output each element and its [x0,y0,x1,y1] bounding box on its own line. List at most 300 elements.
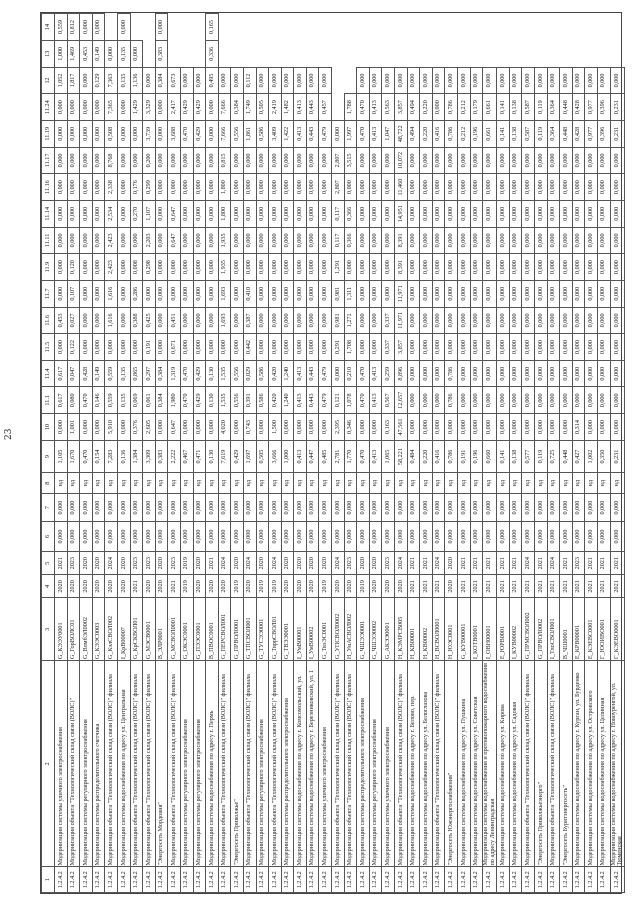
table-cell: 0,000 [509,200,522,227]
table-cell: 0,000 [155,14,168,41]
table-cell: 0,000 [522,360,535,387]
table-cell: 2021 [534,552,547,575]
table-cell: 0,470 [357,120,370,147]
table-row [168,14,181,893]
document-table-frame [40,12,622,894]
table-cell: 0,559 [55,14,68,41]
table-cell: 1,384 [130,440,143,472]
table-cell: 0,000 [483,174,497,201]
table-cell: 0,000 [522,280,535,307]
table-cell: 1.2.4.2 [168,867,181,893]
table-cell: 0,479 [319,387,332,414]
table-cell: 7,365 [105,94,118,121]
table-cell: 0,815 [218,147,231,174]
table-cell: 0,000 [420,414,433,441]
table-cell: 0,453 [55,307,68,334]
table-row [560,14,573,893]
table-cell: 7,283 [105,440,118,472]
table-cell: 0,000 [117,307,130,334]
table-cell: 0,000 [319,414,332,441]
table-cell: 2020 [155,552,168,575]
table-cell: 1.2.4.2 [572,867,585,893]
table-cell: 0,000 [55,94,68,121]
project-name-cell: Модернизация системы распределительного счетчика [92,661,105,867]
table-cell: 0,000 [256,307,269,334]
table-cell: 0,000 [585,254,598,281]
column-header: 12 [42,67,55,94]
table-cell: 0,149 [92,40,105,67]
table-cell: нд [522,473,535,494]
table-cell: 0,000 [458,254,471,281]
table-cell: нд [206,473,219,494]
table-cell: 0,000 [130,227,143,254]
table-cell: 0,000 [445,254,458,281]
table-cell: 0,000 [610,254,624,281]
table-cell: нд [432,473,445,494]
table-cell: 0,457 [319,94,332,121]
table-cell: 0,000 [67,120,80,147]
table-cell: 0,384 [155,67,168,94]
table-cell: 1,997 [344,120,357,147]
table-cell: 0,396 [597,120,610,147]
table-cell: 1,697 [243,440,256,472]
table-cell: 3,666 [269,440,282,472]
table-cell: 0,000 [306,307,319,334]
table-cell: 3,739 [143,120,156,147]
table-cell: 0,000 [344,494,357,522]
table-cell: 0,000 [470,414,483,441]
table-row [420,14,433,893]
project-name-cell: Модернизация объекта "Технологический склад связи (ВОЛС)" филиала [395,661,408,867]
column-header: 11.1 [42,387,55,414]
table-cell: 0,000 [281,307,294,334]
table-cell: 2021 [572,575,585,598]
table-cell: 0,000 [231,334,244,361]
table-cell: 1,708 [344,334,357,361]
table-cell: 2020 [395,575,408,598]
table-cell: 1,240 [281,387,294,414]
table-cell: 0,000 [319,227,332,254]
table-row [483,14,497,893]
table-cell: 0,000 [522,67,535,94]
project-name-cell: Модернизация объекта "Технологический склад связи (ВОЛС)" филиала [105,661,118,867]
table-row [117,14,130,893]
project-code-cell: G_ТУСЭЭ0001 [256,598,269,661]
table-cell: 0,000 [597,254,610,281]
table-cell: 0,000 [231,521,244,551]
project-name-cell: "Энергосеть Южэнергоснабжения" [445,661,458,867]
table-cell: 1,693 [218,307,231,334]
table-cell: 0,000 [180,494,193,522]
table-cell: 0,000 [420,280,433,307]
table-cell: нд [458,473,471,494]
table-cell: 0,000 [534,334,547,361]
project-name-cell: Модернизация системы водоснабжения по адресу ул. Советская [470,661,483,867]
table-cell: 1.2.4.2 [382,867,395,893]
table-cell: 0,000 [610,494,624,522]
table-cell: 2021 [407,552,420,575]
table-cell: 0,000 [610,521,624,551]
table-cell: 0,000 [522,387,535,414]
project-code-cell: Г_ЮОИВО001 [597,598,610,661]
table-cell: 0,000 [193,67,206,94]
table-cell: 0,000 [155,254,168,281]
table-cell: 0,981 [332,280,345,307]
column-header: 2 [42,661,55,867]
table-cell: 0,000 [357,67,370,94]
table-row [522,14,535,893]
project-name-cell: Модернизация системы уличного электроснабжения [382,661,395,867]
table-cell: 0,587 [522,94,535,121]
table-cell: 0,138 [509,94,522,121]
table-cell: 0,000 [231,174,244,201]
table-cell: 0,000 [243,147,256,174]
table-cell: 1.2.4.2 [610,867,624,893]
table-cell: 2020 [445,552,458,575]
project-name-cell: Модернизация объекта "Технологический склад связи (ВОЛС)" филиала [130,661,143,867]
table-cell: нд [130,473,143,494]
table-cell: 1.2.4.2 [509,867,522,893]
project-name-cell: Модернизация объекта "Технологический склад связи (ВОЛС)" филиала [344,661,357,867]
table-cell: 2,781 [332,440,345,472]
table-cell: 0,000 [560,227,573,254]
table-cell: 0,000 [610,307,624,334]
table-cell: 0,000 [143,521,156,551]
table-cell: 0,413 [294,120,307,147]
table-cell: 1,817 [67,67,80,94]
table-cell: 0,000 [534,200,547,227]
table-cell: 1,935 [218,254,231,281]
table-row [534,14,547,893]
table-cell: 0,000 [357,147,370,174]
table-cell: 11,971 [395,307,408,334]
table-cell: 2020 [306,552,319,575]
table-cell: 0,000 [155,200,168,227]
table-cell: 0,000 [55,227,68,254]
table-cell: 0,786 [445,94,458,121]
table-cell: 0,000 [319,307,332,334]
table-cell: 0,000 [420,227,433,254]
table-cell: 0,495 [206,67,219,94]
table-cell: 0,000 [509,254,522,281]
table-cell: 0,000 [445,280,458,307]
table-cell: 0,000 [458,494,471,522]
table-cell: 0,000 [319,147,332,174]
table-cell: 11,971 [395,280,408,307]
table-cell: 0,210 [344,360,357,387]
table-cell: 0,000 [243,200,256,227]
table-cell: 10,072 [395,147,408,174]
project-name-cell: Модернизация системы регулярного электроснабжения [180,661,193,867]
table-cell: 0,000 [193,521,206,551]
table-cell: 1.2.4.2 [534,867,547,893]
project-name-cell: Модернизация объекта "Технологический склад связи (ВОЛС)" филиала [522,661,535,867]
table-cell: 0,000 [597,414,610,441]
table-row [193,14,206,893]
project-code-cell: I_УмВ00001 [294,598,307,661]
table-cell: 0,000 [560,360,573,387]
table-cell: 0,000 [281,280,294,307]
table-cell: 0,364 [547,94,560,121]
table-cell: 2019 [180,575,193,598]
table-cell: 2021 [458,575,471,598]
table-cell: 0,000 [432,94,445,121]
table-cell: 0,000 [522,494,535,522]
table-cell: 0,000 [369,147,382,174]
project-name-cell: "Энергосеть Приволжье" [231,661,244,867]
table-cell: нд [80,473,93,494]
project-code-cell: G_КУВ00001 [458,598,471,661]
table-cell: 0,000 [80,521,93,551]
table-cell: 1.2.4.2 [256,867,269,893]
table-cell: 0,000 [445,67,458,94]
table-cell: 1,105 [55,440,68,472]
table-cell: 0,000 [193,334,206,361]
table-cell: 0,000 [420,254,433,281]
project-name-cell: "Энергосеть Мордовия" [155,661,168,867]
table-cell: 0,000 [420,521,433,551]
table-cell: 2024 [547,552,560,575]
column-header: 10 [42,414,55,441]
table-cell: 0,135 [117,40,130,67]
project-name-cell: Модернизация системы водоснабжения по адресу г. Березниковский, ул. 1 [306,661,319,867]
table-cell: 0,000 [55,174,68,201]
project-code-cell: Н_КВ00002 [420,598,433,661]
table-cell: 0,743 [243,414,256,441]
table-cell: 1.2.4.2 [319,867,332,893]
table-cell: 0,061 [143,387,156,414]
table-cell: 0,428 [572,94,585,121]
table-cell: 2021 [560,575,573,598]
table-cell: 0,470 [357,387,370,414]
table-cell: 8,896 [395,360,408,387]
table-cell: 2023 [168,552,181,575]
table-cell: 1,291 [332,254,345,281]
table-cell: 2020 [369,552,382,575]
table-cell: 0,135 [117,67,130,94]
table-cell: 0,000 [168,254,181,281]
table-cell: 0,000 [306,174,319,201]
table-cell: 7,666 [218,94,231,121]
table-cell: 0,000 [306,414,319,441]
table-cell: 0,000 [319,521,332,551]
project-code-cell: В_ЭЛР0001 [155,598,168,661]
table-cell: 2019 [256,575,269,598]
table-cell: 0,000 [610,280,624,307]
table-cell: 0,000 [369,414,382,441]
column-header: 5 [42,552,55,575]
table-cell: 0,000 [117,254,130,281]
project-code-cell: I_КОТВ0001 [470,598,483,661]
project-name-cell: Модернизация системы водоснабжения по адресу ул. Центральная [117,661,130,867]
table-cell: нд [357,473,370,494]
project-code-cell: G_КЭЭС0003 [92,598,105,661]
table-cell: 2021 [470,552,483,575]
table-cell: 2021 [420,575,433,598]
table-cell: 2020 [193,552,206,575]
column-header: 11.14 [42,200,55,227]
table-cell: 0,000 [256,521,269,551]
table-cell: 0,000 [80,494,93,522]
table-cell: 0,000 [269,334,282,361]
table-cell: 0,364 [547,120,560,147]
project-code-cell: Е_ЮРВ0001 [497,598,510,661]
table-cell: 2020 [117,575,130,598]
table-cell: 0,000 [497,254,510,281]
table-cell: 0,000 [483,147,497,174]
table-cell: 0,000 [206,334,219,361]
column-header: 11.6 [42,307,55,334]
table-cell: 0,000 [497,280,510,307]
table-cell: 2021 [168,575,181,598]
table-cell: 0,000 [585,200,598,227]
table-cell: 0,000 [206,494,219,522]
table-cell: 0,586 [256,120,269,147]
table-cell: 0,000 [55,414,68,441]
project-code-cell: G_ЧШЭЭ0001 [357,598,370,661]
table-cell: 0,647 [168,200,181,227]
table-cell: 0,350 [597,440,610,472]
table-cell: 0,000 [470,280,483,307]
table-cell: 0,000 [67,147,80,174]
table-cell: 0,000 [269,254,282,281]
table-row [105,14,118,893]
project-name-cell: Модернизация объекта "Технологический склад связи (ВОЛС)" филиала [243,661,256,867]
table-cell: 0,000 [407,254,420,281]
table-cell: 0,479 [319,120,332,147]
table-cell: 0,000 [294,174,307,201]
table-row [458,14,471,893]
table-cell: 0,000 [572,227,585,254]
table-row [610,14,624,893]
table-cell: 0,000 [92,227,105,254]
table-cell: 0,000 [92,280,105,307]
table-cell: 0,000 [560,174,573,201]
table-cell: 0,429 [193,360,206,387]
table-cell: нд [143,473,156,494]
table-cell: 2020 [332,575,345,598]
table-cell: 0,000 [560,494,573,522]
table-cell: 1.2.4.2 [281,867,294,893]
table-row [130,14,143,893]
table-cell: 0,366 [344,227,357,254]
table-cell: 0,556 [231,360,244,387]
project-code-cell: G_ТВЭЭ0001 [281,598,294,661]
table-cell: 0,000 [357,494,370,522]
table-cell: 1.2.4.2 [67,867,80,893]
table-row [55,14,68,893]
table-cell: 0,661 [483,94,497,121]
table-cell: 0,000 [547,494,560,522]
table-cell: 0,000 [470,334,483,361]
table-cell: 0,196 [470,120,483,147]
table-cell: 0,000 [357,227,370,254]
table-cell: 0,443 [306,360,319,387]
table-cell: 0,000 [522,254,535,281]
table-cell: 0,981 [332,307,345,334]
table-cell: 0,559 [105,387,118,414]
table-cell: 1,770 [344,440,357,472]
project-code-cell: G_ГорВОЛС01 [67,598,80,661]
table-cell: 2020 [231,552,244,575]
table-cell: 0,000 [572,174,585,201]
table-cell: 1.2.4.2 [585,867,598,893]
project-name-cell: Модернизация системы водоснабжения по адресу ул. Пушкина [458,661,471,867]
table-cell: 0,508 [105,120,118,147]
table-row [155,14,168,893]
table-cell: 2021 [597,552,610,575]
table-cell: 1,616 [105,307,118,334]
table-cell: 2020 [281,552,294,575]
table-cell: 3,688 [168,120,181,147]
table-cell: 0,647 [168,227,181,254]
table-cell: 1,000 [55,40,68,67]
table-cell: 0,000 [534,227,547,254]
project-name-cell: Модернизация системы водоснабжения по адресу ул. Садовая [509,661,522,867]
table-cell: 0,027 [67,307,80,334]
table-cell: 0,000 [155,174,168,201]
table-cell: 2021 [130,575,143,598]
table-cell: 0,000 [407,67,420,94]
table-cell: 0,000 [445,174,458,201]
table-cell: 0,366 [344,200,357,227]
table-cell: 0,000 [281,174,294,201]
table-cell: 0,000 [522,307,535,334]
table-cell: 2024 [395,552,408,575]
column-header: 11.17 [42,147,55,174]
table-cell: 0,000 [231,414,244,441]
project-name-cell: Модернизация системы регулярного электроснабжения [80,661,93,867]
table-row [143,14,156,893]
project-code-cell: I_ТлоСВОЛ001 [547,598,560,661]
table-cell: 0,000 [432,200,445,227]
table-cell: 0,000 [281,200,294,227]
table-cell: нд [55,473,68,494]
table-cell: 0,383 [155,440,168,472]
column-header: 8 [42,473,55,494]
table-cell: 0,413 [294,440,307,472]
table-cell: 2020 [80,575,93,598]
table-cell: 0,000 [92,521,105,551]
table-cell: 0,000 [67,521,80,551]
table-cell: 0,000 [256,147,269,174]
table-cell: 0,191 [458,440,471,472]
table-cell: 0,443 [306,387,319,414]
table-cell: 0,000 [445,414,458,441]
table-cell: 0,413 [294,387,307,414]
table-cell: 0,000 [560,521,573,551]
table-cell: 2020 [294,575,307,598]
table-cell: 1.2.4.2 [420,867,433,893]
table-cell: 0,000 [432,147,445,174]
table-cell: 0,000 [80,174,93,201]
table-body [55,14,625,893]
table-cell: 0,212 [458,94,471,121]
table-cell: нд [218,473,231,494]
table-cell: нд [483,473,497,494]
table-cell: 0,556 [231,387,244,414]
table-cell: 1.2.4.2 [155,867,168,893]
table-cell: 1,616 [105,280,118,307]
table-cell: 0,000 [105,494,118,522]
table-cell: 0,661 [483,120,497,147]
table-cell: 2,338 [105,174,118,201]
table-cell: 0,000 [458,67,471,94]
table-cell: 2020 [117,552,130,575]
table-cell: 0,000 [193,147,206,174]
table-cell: 0,000 [80,67,93,94]
table-cell: 2024 [522,552,535,575]
